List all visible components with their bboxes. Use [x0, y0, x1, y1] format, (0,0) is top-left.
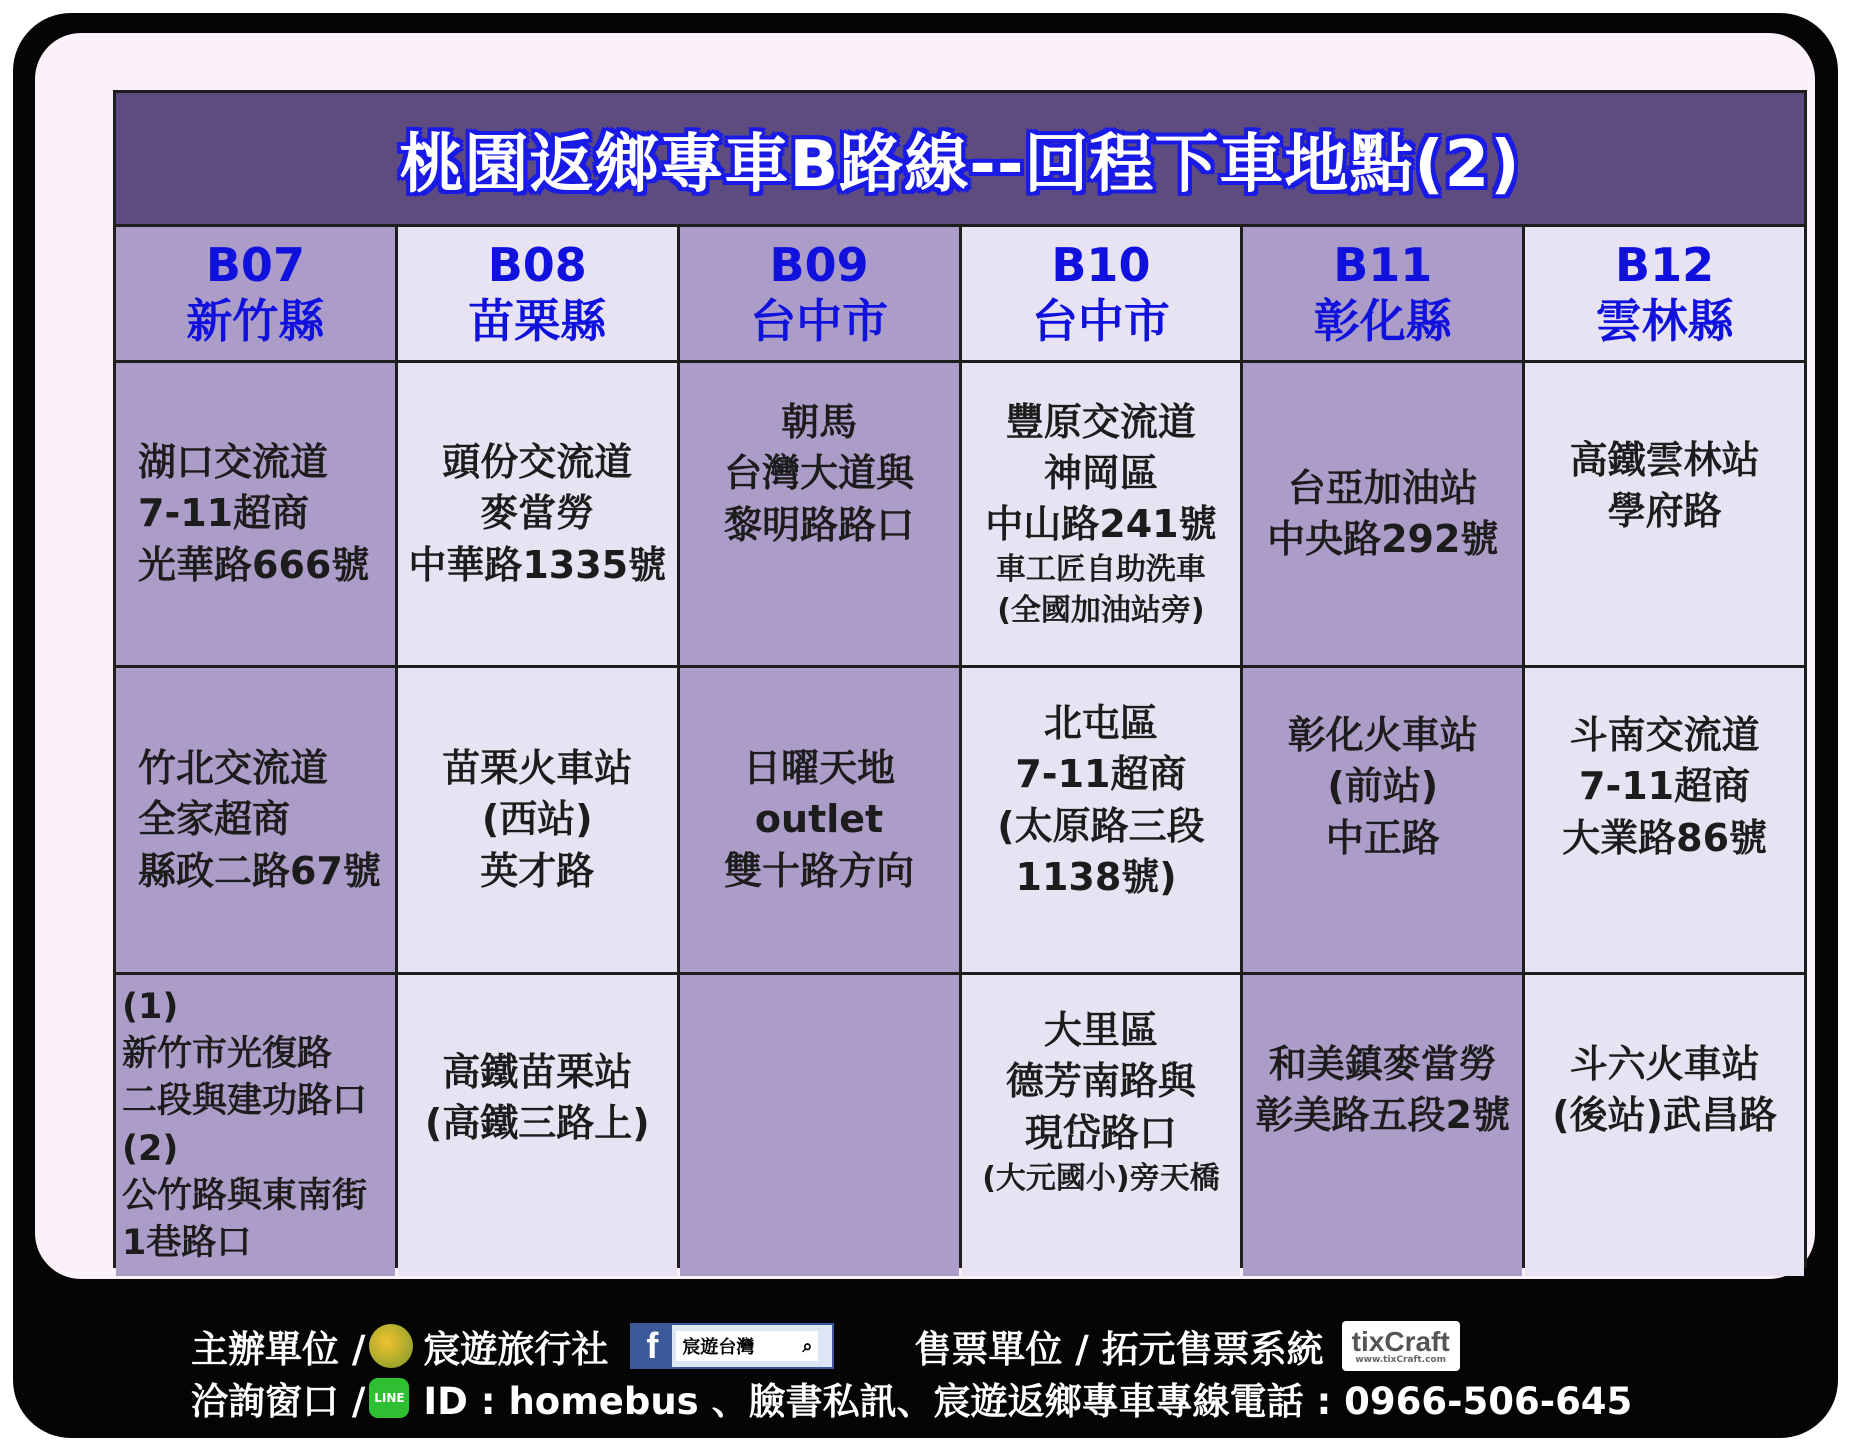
stop-line: 中山路241號 — [985, 502, 1217, 547]
stop-line: (前站) — [1327, 764, 1439, 809]
stop-line: (高鐵三路上) — [424, 1101, 650, 1146]
stop-line: (西站) — [481, 797, 593, 842]
page-title: 桃園返鄉專車B路線--回程下車地點(2) — [116, 93, 1804, 224]
stop-line: (太原路三段 — [997, 803, 1205, 848]
stop-code: B11 — [1333, 238, 1433, 293]
stop-line: 德芳南路與 — [1005, 1059, 1196, 1104]
stop-line: 高鐵苗栗站 — [442, 1050, 633, 1094]
stop-line: 公竹路與東南街 — [122, 1175, 368, 1216]
footer-line-contact — [191, 1371, 1632, 1425]
column-header-b10 — [962, 227, 1241, 360]
stop-cell-b07-2 — [116, 668, 395, 972]
stop-line: 英才路 — [480, 848, 595, 893]
stop-line: 日曜天地 — [743, 746, 896, 791]
ticket-label: 售票單位 / 拓元售票系統 — [914, 1328, 1324, 1371]
stop-code: B10 — [1051, 238, 1151, 293]
stop-line: 彰美路五段2號 — [1255, 1093, 1510, 1138]
stop-line: (大元國小)旁天橋 — [982, 1160, 1220, 1196]
stop-line: 中正路 — [1325, 815, 1440, 860]
stop-line: 中央路292號 — [1267, 517, 1499, 561]
stop-line: 1138號) — [1015, 854, 1177, 899]
stop-line: 頭份交流道 — [442, 440, 633, 485]
stop-cell-b10-2 — [962, 668, 1241, 972]
stop-cell-b10-3 — [962, 975, 1241, 1276]
stop-line: 光華路666號 — [138, 542, 370, 587]
stop-line: 豐原交流道 — [1005, 399, 1196, 444]
stop-line: 縣政二路67號 — [138, 848, 381, 893]
column-header-b11 — [1243, 227, 1522, 360]
poster-panel — [35, 33, 1815, 1279]
stop-line: 斗南交流道 — [1569, 713, 1760, 757]
county-name: 台中市 — [750, 293, 889, 348]
stop-line: 學府路 — [1607, 489, 1722, 534]
stop-line: 大業路86號 — [1562, 815, 1768, 860]
stop-line: 湖口交流道 — [138, 440, 329, 485]
stop-cell-b11-3 — [1243, 975, 1522, 1276]
county-name: 彰化縣 — [1313, 293, 1452, 348]
stop-line: 台亞加油站 — [1287, 465, 1478, 510]
stop-line: 和美鎮麥當勞 — [1268, 1042, 1497, 1086]
organizer-name: 宸遊旅行社 — [423, 1328, 609, 1371]
stop-cell-b12-2 — [1525, 668, 1804, 972]
stop-line: 高鐵雲林站 — [1569, 438, 1760, 482]
stop-line: (1) — [122, 986, 179, 1027]
stop-code: B08 — [487, 238, 587, 293]
facebook-page-name: 宸遊台灣 — [682, 1337, 755, 1358]
facebook-search-badge[interactable] — [630, 1323, 834, 1369]
tixcraft-logo-text: tixCraft — [1351, 1325, 1450, 1357]
stop-line: 1巷路口 — [122, 1223, 252, 1263]
stop-line: 麥當勞 — [480, 491, 595, 536]
stop-line: (後站)武昌路 — [1552, 1093, 1777, 1138]
stop-cell-b07-3 — [116, 975, 395, 1276]
stop-line: 現岱路口 — [1024, 1110, 1177, 1155]
stop-cell-b12-3 — [1525, 975, 1804, 1276]
stop-cell-b11-2 — [1243, 668, 1522, 972]
stop-cell-b08-2 — [398, 668, 677, 972]
stop-line: 二段與建功路口 — [122, 1081, 368, 1122]
facebook-icon: f — [632, 1325, 672, 1367]
stop-line: 神岡區 — [1043, 450, 1158, 495]
organizer-logo-icon — [369, 1324, 413, 1368]
stop-cell-b10-1 — [962, 363, 1241, 665]
stop-line: (全國加油站旁) — [997, 592, 1205, 628]
stop-line: 大里區 — [1043, 1008, 1158, 1052]
stop-code: B07 — [205, 238, 305, 293]
stop-cell-b11-1 — [1243, 363, 1522, 665]
stop-line: 7-11超商 — [1015, 752, 1187, 797]
stop-line: 新竹市光復路 — [122, 1034, 333, 1074]
stop-line: 彰化火車站 — [1287, 713, 1478, 757]
stop-line: 雙十路方向 — [724, 848, 915, 893]
stop-line: 全家超商 — [138, 797, 291, 842]
stop-line: 斗六火車站 — [1569, 1042, 1760, 1086]
stop-cell-b12-1 — [1525, 363, 1804, 665]
stop-cell-b09-2 — [680, 668, 959, 972]
route-table — [113, 90, 1807, 1268]
stop-line: 北屯區 — [1043, 701, 1158, 745]
county-name: 雲林縣 — [1595, 293, 1734, 348]
stop-line: 中華路1335號 — [408, 542, 667, 587]
tixcraft-url: www.tixCraft.com — [1355, 1354, 1446, 1365]
stop-line: 台灣大道與 — [724, 451, 915, 496]
stop-code: B09 — [769, 238, 869, 293]
footer — [13, 1303, 1838, 1433]
stop-cell-b09-1 — [680, 363, 959, 665]
stop-line: outlet — [754, 797, 884, 842]
column-header-b09 — [680, 227, 959, 360]
column-header-b08 — [398, 227, 677, 360]
stop-cell-b08-3 — [398, 975, 677, 1276]
tixcraft-logo — [1342, 1321, 1460, 1371]
stop-line: 竹北交流道 — [138, 746, 329, 791]
stop-line: 7-11超商 — [1579, 764, 1751, 809]
column-header-b07 — [116, 227, 395, 360]
column-header-b12 — [1525, 227, 1804, 360]
contact-label: 洽詢窗口 / — [191, 1380, 366, 1423]
footer-line-organizer — [191, 1319, 1460, 1373]
facebook-search-field — [676, 1331, 818, 1361]
stop-line: (2) — [122, 1128, 179, 1169]
organizer-label: 主辦單位 / — [191, 1328, 366, 1371]
contact-text: ID : homebus 、臉書私訊、宸遊返鄉專車專線電話 : 0966-506-645 — [423, 1380, 1633, 1423]
line-app-icon: LINE — [369, 1378, 409, 1418]
county-name: 新竹縣 — [186, 293, 325, 348]
stop-line: 車工匠自助洗車 — [995, 552, 1206, 588]
county-name: 苗栗縣 — [468, 293, 607, 348]
stop-line: 7-11超商 — [138, 491, 310, 536]
stop-code: B12 — [1615, 238, 1715, 293]
stop-cell-b08-1 — [398, 363, 677, 665]
stop-line: 黎明路路口 — [724, 502, 915, 547]
stop-cell-b07-1 — [116, 363, 395, 665]
search-icon: ⌕ — [802, 1335, 813, 1357]
stop-line: 苗栗火車站 — [442, 746, 633, 791]
poster-frame — [13, 13, 1838, 1438]
stop-line: 朝馬 — [781, 400, 858, 444]
stop-cell-b09-3-empty — [680, 975, 959, 1276]
county-name: 台中市 — [1031, 293, 1170, 348]
